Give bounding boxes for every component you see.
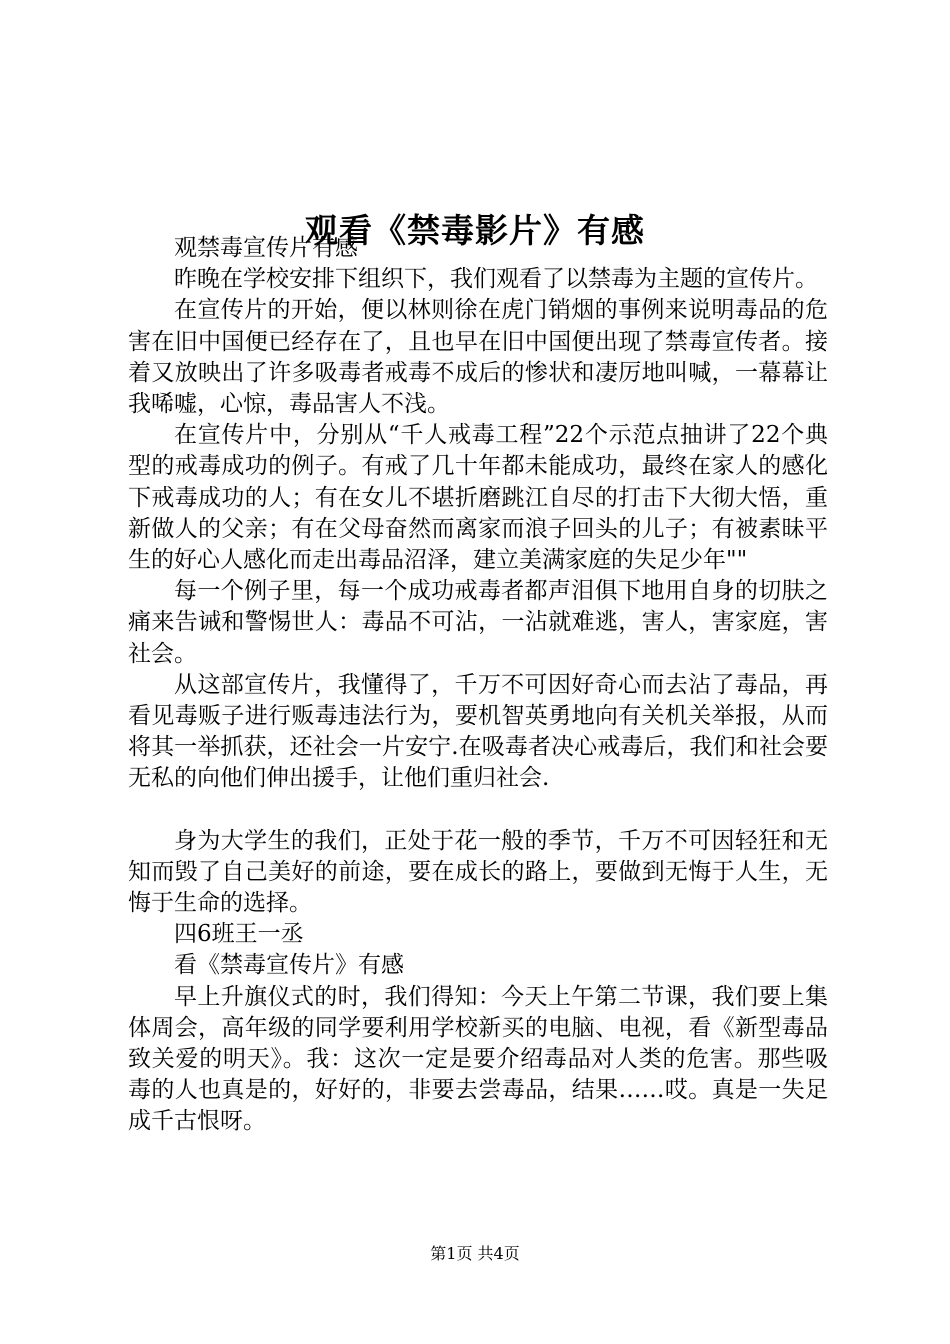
- paragraph: 在宣传片的开始，便以林则徐在虎门销烟的事例来说明毒品的危害在旧中国便已经存在了，且也早在旧中国便出现了禁毒宣传者。接着又放映出了许多吸毒者戒毒不成后的惨状和凄厉地叫喊，一幕幕让我唏嘘，心惊，毒品害人不浅。: [128, 297, 828, 418]
- paragraph: 身为大学生的我们，正处于花一般的季节，千万不可因轻狂和无知而毁了自己美好的前途，要在成长的路上，要做到无悔于人生，无悔于生命的选择。: [128, 827, 828, 917]
- document-body: [128, 233, 828, 1138]
- author-line: 四6班王一丞: [174, 921, 304, 948]
- paragraph-subtitle-1: 观禁毒宣传片有感: [174, 235, 358, 261]
- paragraph: 从这部宣传片，我懂得了，千万不可因好奇心而去沾了毒品，再看见毒贩子进行贩毒违法行为，要机智英勇地向有关机关举报，从而将其一举抓获，还社会一片安宁.在吸毒者决心戒毒后，我们和社会要无私的向他们伸出援手，让他们重归社会.: [128, 671, 828, 792]
- paragraph: 昨晚在学校安排下组织下，我们观看了以禁毒为主题的宣传片。: [174, 266, 818, 293]
- paragraph: 早上升旗仪式的时，我们得知：今天上午第二节课，我们要上集体周会，高年级的同学要利用学校新买的电脑、电视，看《新型毒品致关爱的明天》。我：这次一定是要介绍毒品对人类的危害。那些吸毒的人也真是的，好好的，非要去尝毒品，结果……哎。真是一失足成千古恨呀。: [128, 983, 828, 1135]
- paragraph: 每一个例子里，每一个成功戒毒者都声泪俱下地用自身的切肤之痛来告诫和警惕世人：毒品不可沾，一沾就难逃，害人，害家庭，害社会。: [128, 578, 828, 667]
- document-title: 观看《禁毒影片》有感: [305, 211, 645, 251]
- page-number-footer: 第1页 共4页: [430, 1244, 520, 1263]
- paragraph: 在宣传片中，分别从“千人戒毒工程”22个示范点抽讲了22个典型的戒毒成功的例子。有戒了几十年都未能成功，最终在家人的感化下戒毒成功的人；有在女儿不堪折磨跳江自尽的打击下大彻大悟，重新做人的父亲；有在父母奋然而离家而浪子回头的儿子；有被素昧平生的好心人感化而走出毒品沼泽，建立美满家庭的失足少年"": [128, 422, 828, 574]
- paragraph-subtitle-2: 看《禁毒宣传片》有感: [174, 952, 404, 979]
